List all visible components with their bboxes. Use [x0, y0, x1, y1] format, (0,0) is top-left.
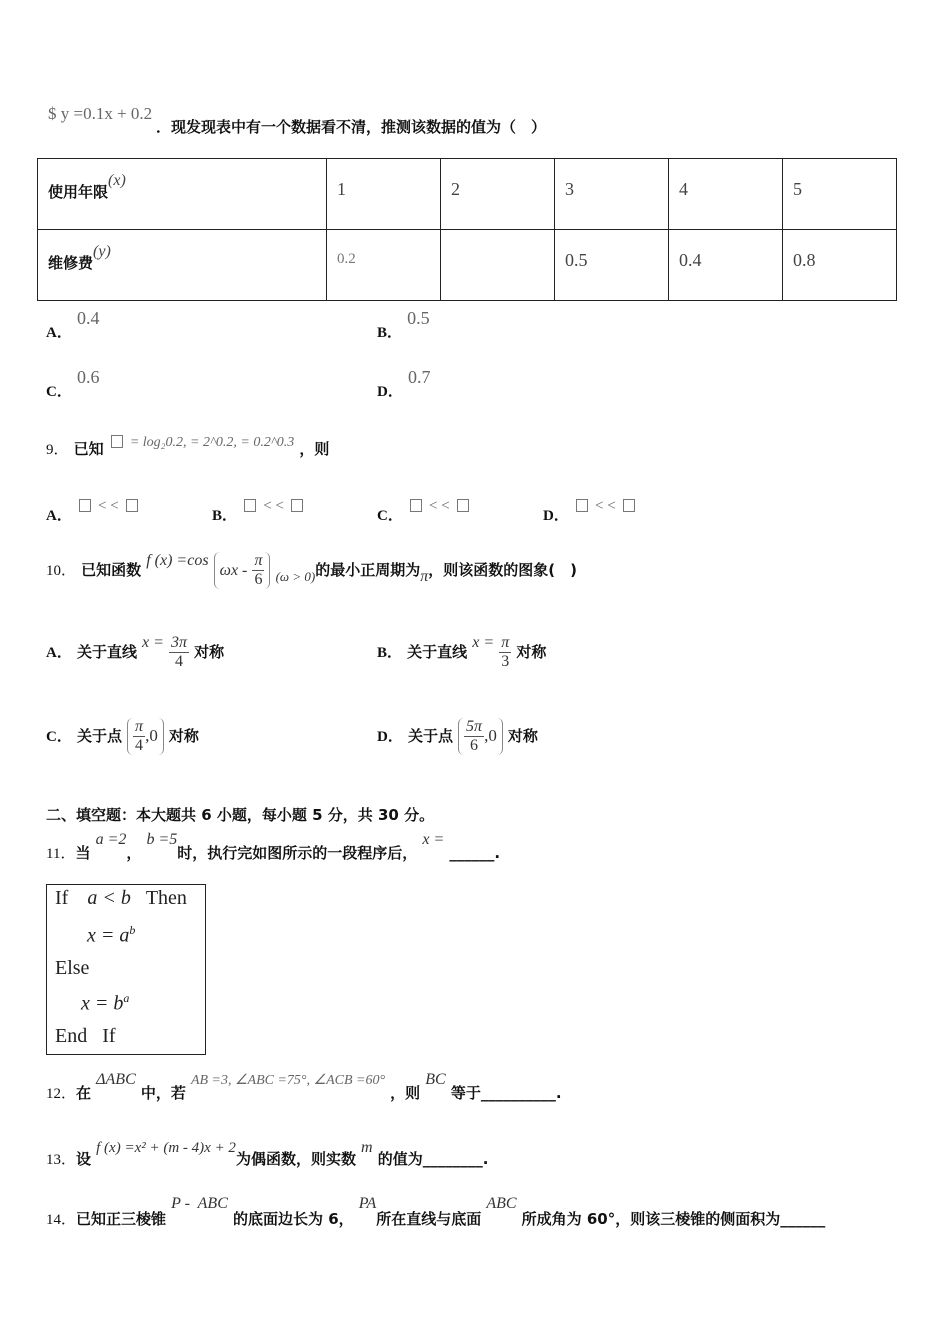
- q8-option-d[interactable]: [377, 367, 431, 400]
- q12-text: ，则: [390, 1084, 421, 1102]
- fraction-denominator: 4: [135, 737, 144, 754]
- option-point: [458, 718, 503, 755]
- unreadable-glyph-icon: [244, 499, 256, 512]
- fraction-numerator: π: [135, 718, 144, 735]
- question-number: 13．: [46, 1152, 77, 1168]
- program-exponent: b: [129, 923, 136, 937]
- option-value: 0.5: [407, 308, 430, 328]
- q10-condition: (ω > 0): [275, 569, 316, 584]
- table-header-cell: [38, 159, 327, 230]
- unreadable-glyph-icon: [111, 435, 123, 448]
- question-number: 14．: [46, 1212, 77, 1228]
- q11-stem: [46, 828, 501, 862]
- option-label: D．: [377, 384, 403, 400]
- program-line: End If: [55, 1025, 116, 1047]
- q14-text: 已知正三棱锥: [76, 1210, 167, 1228]
- program-line: [55, 887, 187, 910]
- answer-blank[interactable]: ______: [780, 1210, 826, 1228]
- q9-formula: = log₂0.2, = 2^0.2, = 0.2^0.3: [129, 435, 295, 450]
- option-label: D．: [543, 508, 569, 524]
- q8-option-c[interactable]: [46, 367, 100, 400]
- q10-pi: π: [420, 568, 429, 585]
- q11-x: x =: [422, 831, 445, 848]
- fraction-numerator: π: [501, 634, 510, 651]
- cell-value: 5: [793, 179, 802, 199]
- option-text: 关于点: [76, 727, 122, 745]
- option-text: 对称: [516, 643, 547, 661]
- q13-text: 的值为: [377, 1150, 423, 1168]
- cell-value: 0.5: [565, 250, 588, 270]
- option-value: < <: [429, 498, 450, 514]
- option-text: 关于点: [407, 727, 453, 745]
- option-text: 对称: [507, 727, 538, 745]
- q14-text: 的底面边长为 6，: [232, 1210, 354, 1228]
- program-line: [87, 923, 135, 948]
- option-label: D．: [377, 729, 403, 745]
- q10-stem: [46, 552, 577, 589]
- q12-stem: [46, 1068, 562, 1102]
- option-value: < <: [263, 498, 284, 514]
- q11-text: 时，执行完如图所示的一段程序后，: [177, 844, 418, 862]
- option-label: C．: [46, 729, 72, 745]
- option-math: x =: [142, 634, 164, 651]
- option-value: 0.4: [76, 308, 100, 328]
- q12-condition: AB =3, ∠ABC =75°, ∠ACB =60°: [190, 1073, 386, 1088]
- cell-value: 2: [451, 179, 460, 199]
- fraction-numerator: π: [254, 552, 263, 569]
- option-label: A．: [46, 645, 72, 661]
- cell-value: 0.2: [337, 251, 356, 267]
- unreadable-glyph-icon: [291, 499, 303, 512]
- cell-value: 0.8: [793, 250, 816, 270]
- option-fraction: [133, 718, 145, 755]
- option-label: B．: [212, 508, 238, 524]
- q8-equation: [48, 104, 152, 124]
- table-cell: [555, 159, 669, 230]
- q10-suffix: ，则该函数的图象( ): [428, 561, 577, 579]
- table-cell: [783, 159, 897, 230]
- unreadable-glyph-icon: [126, 499, 138, 512]
- option-label: B．: [377, 325, 403, 341]
- option-math: x =: [472, 634, 495, 651]
- q10-option-a[interactable]: [46, 634, 224, 671]
- answer-blank[interactable]: ______.: [449, 844, 501, 862]
- q13-stem: [46, 1136, 489, 1168]
- fraction-numerator: 5π: [466, 718, 483, 735]
- unreadable-glyph-icon: [410, 499, 422, 512]
- row-header-variable: (y): [93, 243, 111, 260]
- program-condition: a < b: [87, 887, 131, 909]
- q12-text: 在: [76, 1084, 92, 1102]
- q14-abc: ABC: [486, 1195, 517, 1212]
- q12-text: 中，若: [140, 1084, 186, 1102]
- fraction-denominator: 4: [175, 653, 184, 670]
- answer-blank[interactable]: __________.: [480, 1084, 562, 1102]
- q8-equation-text: $ y =0.1x + 0.2: [48, 104, 153, 123]
- program-keyword: If: [55, 887, 69, 909]
- q9-option-b[interactable]: [212, 494, 305, 524]
- q12-bc: BC: [425, 1071, 446, 1088]
- cell-value: 0.4: [679, 250, 702, 270]
- q12-text: 等于: [450, 1084, 481, 1102]
- option-value: 0.6: [76, 367, 100, 387]
- q8-data-table: [37, 158, 897, 301]
- option-fraction: [464, 718, 484, 755]
- q14-text: 所在直线与底面: [376, 1210, 482, 1228]
- table-cell: [327, 159, 441, 230]
- unreadable-glyph-icon: [576, 499, 588, 512]
- row-header-variable: (x): [108, 172, 126, 189]
- cell-value: 1: [337, 179, 346, 199]
- q14-text: 所成角为 60°，则该三棱锥的侧面积为: [521, 1210, 781, 1228]
- table-cell: [783, 230, 897, 301]
- table-header-cell: [38, 230, 327, 301]
- q9-suffix: ，则: [299, 440, 330, 458]
- option-label: A．: [46, 508, 72, 524]
- q14-pa: PA: [358, 1195, 377, 1212]
- option-text: 关于直线: [76, 643, 137, 661]
- point-tail: ,0: [484, 726, 497, 745]
- q13-text: 为偶函数，则实数: [235, 1150, 356, 1168]
- q9-option-d[interactable]: [543, 494, 637, 524]
- question-number: 11．: [46, 846, 76, 862]
- q13-m: m: [361, 1139, 373, 1156]
- table-cell: [669, 159, 783, 230]
- program-line: Else: [55, 957, 90, 979]
- option-text: 对称: [168, 727, 199, 745]
- question-number: 10．: [46, 563, 77, 579]
- q9-option-c[interactable]: [377, 494, 471, 524]
- option-fraction: [499, 634, 511, 671]
- q10-argument: [214, 552, 271, 589]
- section-title: 二、填空题：本大题共 6 小题，每小题 5 分，共 30 分。: [46, 806, 435, 824]
- option-label: B．: [377, 645, 403, 661]
- q11-text: 当: [75, 844, 91, 862]
- fraction-denominator: 3: [501, 653, 510, 670]
- program-exponent: a: [123, 991, 130, 1005]
- table-row: [38, 230, 897, 301]
- program-assign: x = a: [87, 924, 130, 947]
- option-fraction: [169, 634, 189, 671]
- cell-value: 3: [565, 179, 574, 199]
- table-cell: [327, 230, 441, 301]
- q9-stem: [46, 430, 330, 458]
- table-cell: [441, 159, 555, 230]
- option-label: A．: [46, 325, 72, 341]
- q10-option-d[interactable]: [377, 718, 538, 755]
- option-value: < <: [98, 498, 119, 514]
- program-box: [46, 884, 206, 1055]
- table-row: [38, 159, 897, 230]
- program-keyword: Then: [145, 887, 187, 909]
- q14-pyramid: P - ABC: [171, 1195, 228, 1212]
- q10-option-c[interactable]: [46, 718, 199, 755]
- question-number: 12．: [46, 1086, 77, 1102]
- option-value: 0.7: [407, 367, 431, 387]
- q12-triangle: ΔABC: [96, 1071, 136, 1088]
- option-label: C．: [46, 384, 72, 400]
- program-assign: x = b: [81, 992, 124, 1015]
- unreadable-glyph-icon: [457, 499, 469, 512]
- fraction-numerator: 3π: [171, 634, 188, 651]
- fraction-denominator: 6: [254, 571, 263, 588]
- unreadable-glyph-icon: [623, 499, 635, 512]
- table-cell: [441, 230, 555, 301]
- q10-mid: 的最小正周期为: [315, 561, 421, 579]
- q11-b: b =5: [146, 831, 178, 848]
- q8-question-text: ．现发现表中有一个数据看不清，推测该数据的值为（ ）: [156, 118, 547, 136]
- question-number: 9．: [46, 442, 69, 458]
- fraction-denominator: 6: [470, 737, 479, 754]
- answer-blank[interactable]: ________.: [422, 1150, 489, 1168]
- point-tail: ,0: [145, 726, 158, 745]
- q10-function: f (x) =cos: [146, 552, 209, 569]
- q10-prefix: 已知函数: [81, 561, 142, 579]
- q10-inner: ωx -: [219, 562, 248, 579]
- q14-stem: [46, 1192, 826, 1228]
- option-point: [127, 718, 164, 755]
- q13-function: f (x) =x² + (m - 4)x + 2: [96, 1140, 236, 1156]
- q10-option-b[interactable]: [377, 634, 546, 671]
- option-label: C．: [377, 508, 403, 524]
- q13-text: 设: [76, 1150, 92, 1168]
- q11-a: a =2: [95, 831, 127, 848]
- cell-value: 4: [679, 179, 688, 199]
- option-value: < <: [595, 498, 616, 514]
- q10-fraction: [252, 552, 264, 589]
- option-text: 对称: [194, 643, 225, 661]
- q9-prefix: 已知: [73, 440, 104, 458]
- row-header-label: 维修费: [48, 254, 94, 272]
- unreadable-glyph-icon: [79, 499, 91, 512]
- table-cell: [669, 230, 783, 301]
- table-cell: [555, 230, 669, 301]
- option-text: 关于直线: [407, 643, 468, 661]
- q8-option-b[interactable]: [377, 308, 430, 341]
- q11-comma: ，: [126, 844, 142, 862]
- program-line: [81, 991, 129, 1016]
- q8-option-a[interactable]: [46, 308, 100, 341]
- q9-option-a[interactable]: [46, 494, 140, 524]
- row-header-label: 使用年限: [48, 183, 109, 201]
